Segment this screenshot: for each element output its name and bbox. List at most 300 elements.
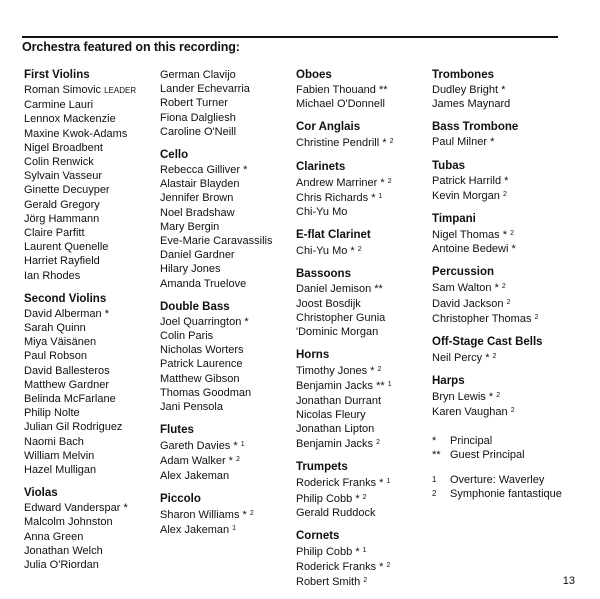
member-row: [296, 544, 393, 559]
member-name: Alastair Blayden: [160, 178, 240, 191]
member-name: Philip Cobb: [296, 492, 353, 505]
member-name: Paul Robson: [24, 350, 87, 363]
section: [296, 68, 393, 111]
work-footnote: 2: [502, 190, 507, 198]
member-row: [24, 240, 136, 254]
principal-mark: *: [243, 164, 248, 177]
work-footnote: 2: [387, 177, 392, 185]
member-row: [24, 420, 136, 434]
section-title: E-flat Clarinet: [296, 229, 371, 242]
member-row: [160, 220, 272, 234]
member-name: Robert Turner: [160, 97, 228, 110]
member-name: Hilary Jones: [160, 263, 221, 276]
work-footnote: 2: [376, 439, 381, 447]
member-name: Sarah Quinn: [24, 322, 86, 335]
member-row: [24, 435, 136, 449]
column-1: [24, 68, 136, 581]
principal-mark: *: [123, 502, 128, 515]
work-footnote: 2: [389, 138, 394, 146]
section-title: Double Bass: [160, 300, 230, 313]
member-name: Daniel Gardner: [160, 249, 235, 262]
member-name: Nigel Broadbent: [24, 141, 103, 154]
member-name: Paul Milner: [432, 136, 488, 149]
member-row: [296, 506, 393, 520]
member-row: [160, 125, 272, 139]
member-name: Jonathan Welch: [24, 544, 103, 557]
principal-mark: *: [350, 245, 355, 258]
member-row: [432, 311, 543, 326]
member-row: [432, 174, 543, 188]
member-name: Christopher Gunia: [296, 311, 386, 324]
member-row: [432, 350, 543, 365]
member-row: [24, 349, 136, 363]
member-name: Kevin Morgan: [432, 189, 500, 202]
principal-mark: *: [382, 137, 387, 150]
member-name: Michael O'Donnell: [296, 98, 385, 111]
member-row: [160, 163, 272, 177]
legend-symbol: **: [432, 449, 441, 462]
member-name: 'Dominic Morgan: [296, 326, 379, 339]
member-name: Jörg Hammann: [24, 212, 100, 225]
section: [296, 120, 393, 150]
member-row: [432, 389, 543, 404]
member-row: [160, 469, 272, 483]
member-row: [432, 296, 543, 311]
member-row: [160, 507, 272, 522]
section: [296, 160, 393, 220]
principal-mark: *: [380, 176, 385, 189]
member-row: [160, 262, 272, 276]
section-title: Bassoons: [296, 268, 351, 281]
member-row: [296, 394, 393, 408]
member-name: Harriet Rayfield: [24, 255, 100, 268]
member-name: Nigel Thomas: [432, 229, 500, 242]
member-name: Hazel Mulligan: [24, 464, 97, 477]
legend-symbol: 2: [432, 489, 437, 499]
principal-mark: *: [379, 477, 384, 490]
section: [296, 529, 393, 590]
work-footnote: 1: [378, 192, 383, 200]
work-footnote: 2: [534, 313, 539, 321]
member-name: Amanda Truelove: [160, 277, 247, 290]
member-name: Miya Väisänen: [24, 336, 97, 349]
principal-mark: *: [490, 136, 495, 149]
member-name: Sylvain Vasseur: [24, 170, 103, 183]
member-name: Ginette Decuyper: [24, 184, 110, 197]
principal-mark: *: [511, 243, 516, 256]
work-footnote: 2: [506, 298, 511, 306]
member-row: [24, 169, 136, 183]
member-row: [24, 127, 136, 141]
member-name: Nicholas Worters: [160, 344, 244, 357]
member-row: [24, 226, 136, 240]
member-name: Eve-Marie Caravassilis: [160, 235, 273, 248]
work-footnote: 2: [363, 577, 368, 585]
principal-mark: *: [501, 84, 506, 96]
member-name: Nicolas Fleury: [296, 408, 366, 421]
member-name: Carmine Lauri: [24, 99, 94, 112]
member-row: [160, 191, 272, 205]
section: [160, 148, 272, 291]
member-row: [24, 406, 136, 420]
member-name: Alex Jakeman: [160, 469, 230, 482]
member-row: [160, 400, 272, 414]
work-footnote: 2: [357, 246, 362, 254]
member-name: Benjamin Jacks: [296, 380, 374, 393]
member-row: [296, 378, 393, 393]
member-name: Christine Pendrill: [296, 137, 380, 150]
member-name: Edward Vanderspar: [24, 502, 121, 515]
member-name: Patrick Laurence: [160, 358, 243, 371]
member-name: Antoine Bedewi: [432, 243, 509, 256]
member-name: Sharon Williams: [160, 508, 240, 521]
work-footnote: 1: [387, 381, 392, 389]
section: [24, 68, 136, 283]
member-name: Laurent Quenelle: [24, 241, 109, 254]
member-name: Chris Richards: [296, 191, 369, 204]
member-name: Philip Nolte: [24, 407, 80, 420]
member-row: [160, 386, 272, 400]
member-row: [296, 408, 393, 422]
section-title: Percussion: [432, 266, 494, 279]
principal-mark: *: [371, 191, 376, 204]
member-name: Julian Gil Rodriguez: [24, 421, 123, 434]
member-name: Matthew Gibson: [160, 372, 240, 385]
member-name: Neil Percy: [432, 352, 483, 365]
leader-note: LEADER: [104, 86, 137, 95]
section-title: Cor Anglais: [296, 121, 361, 134]
member-row: [296, 363, 393, 378]
work-footnote: 2: [377, 366, 382, 374]
legend-row: [432, 448, 525, 462]
member-row: [24, 321, 136, 335]
member-name: Roman Simovic: [24, 84, 102, 96]
member-name: Patrick Harrild: [432, 174, 502, 187]
member-row: [296, 491, 393, 506]
member-name: William Melvin: [24, 449, 95, 462]
member-name: Gerald Gregory: [24, 198, 100, 211]
member-row: [296, 297, 393, 311]
work-footnote: 2: [386, 562, 391, 570]
work-footnote: 2: [492, 353, 497, 361]
section: [432, 374, 543, 419]
member-row: [296, 243, 393, 258]
member-row: [160, 343, 272, 357]
section-title: Piccolo: [160, 492, 201, 505]
page-heading: Orchestra featured on this recording:: [22, 36, 558, 54]
member-row: [160, 357, 272, 371]
principal-mark: *: [244, 315, 249, 328]
legend-meaning: Symphonie fantastique: [450, 488, 562, 501]
section: [160, 492, 272, 537]
member-name: Julia O'Riordan: [24, 559, 99, 572]
member-row: [24, 98, 136, 112]
member-name: Dudley Bright: [432, 84, 499, 96]
member-row: [24, 307, 136, 321]
member-name: David Alberman: [24, 307, 102, 320]
member-name: Colin Renwick: [24, 156, 94, 169]
member-row: [24, 364, 136, 378]
member-name: Joel Quarrington: [160, 315, 242, 328]
member-name: Fabien Thouand: [296, 84, 376, 96]
member-row: [24, 198, 136, 212]
work-footnote: 1: [386, 478, 391, 486]
work-footnote: 1: [240, 441, 245, 449]
principal-mark: *: [233, 440, 238, 453]
member-name: David Ballesteros: [24, 364, 110, 377]
principal-mark: **: [374, 283, 383, 296]
section-title: Cornets: [296, 530, 340, 543]
principal-mark: *: [355, 492, 360, 505]
section-title: Trumpets: [296, 461, 348, 474]
member-row: [296, 559, 393, 574]
member-name: Christopher Thomas: [432, 312, 532, 325]
section-title: Harps: [432, 375, 465, 388]
work-footnote: 2: [496, 392, 501, 400]
member-row: [296, 325, 393, 339]
member-row: [24, 112, 136, 126]
member-row: [160, 438, 272, 453]
member-row: [24, 212, 136, 226]
member-row: [24, 269, 136, 283]
member-name: Jonathan Lipton: [296, 423, 375, 436]
member-name: Alex Jakeman: [160, 524, 230, 537]
member-row: [432, 242, 543, 256]
section-title: Timpani: [432, 213, 476, 226]
section: [432, 212, 543, 256]
work-footnote: 2: [510, 230, 514, 238]
member-name: Fiona Dalgliesh: [160, 111, 236, 124]
section-title: Violas: [24, 487, 58, 500]
member-row: [24, 83, 136, 98]
section-title: Bass Trombone: [432, 121, 519, 134]
section: [160, 423, 272, 483]
section: [432, 265, 543, 326]
principal-mark: *: [355, 546, 360, 559]
member-name: Belinda McFarlane: [24, 393, 116, 406]
legend-meaning: Principal: [450, 435, 493, 447]
member-row: [432, 188, 543, 203]
member-name: Caroline O'Neill: [160, 125, 237, 138]
member-row: [296, 83, 393, 97]
legend-row: [432, 473, 562, 487]
page-number: 13: [562, 575, 575, 587]
member-name: Robert Smith: [296, 576, 361, 589]
member-row: [296, 574, 393, 589]
member-row: [160, 82, 272, 96]
member-name: German Clavijo: [160, 69, 236, 81]
member-row: [160, 277, 272, 291]
legend-meaning: Guest Principal: [450, 449, 525, 462]
work-footnote: 2: [249, 509, 254, 517]
member-row: [432, 135, 543, 149]
member-row: [24, 515, 136, 529]
member-row: [432, 97, 543, 111]
section-title: Trombones: [432, 69, 494, 81]
member-name: Benjamin Jacks: [296, 438, 374, 451]
member-row: [296, 475, 393, 490]
legend-marks: [432, 434, 525, 462]
legend-works: [432, 473, 562, 501]
member-row: [160, 372, 272, 386]
member-row: [160, 522, 272, 537]
member-row: [432, 83, 543, 97]
member-row: [24, 141, 136, 155]
section-continued: [160, 68, 272, 139]
column-4: [432, 68, 543, 429]
member-name: Roderick Franks: [296, 477, 377, 490]
member-name: James Maynard: [432, 98, 511, 111]
member-row: [24, 558, 136, 572]
member-row: [296, 190, 393, 205]
member-row: [24, 544, 136, 558]
member-name: Karen Vaughan: [432, 406, 508, 419]
section: [432, 335, 543, 365]
member-row: [296, 422, 393, 436]
member-row: [160, 453, 272, 468]
member-name: Gerald Ruddock: [296, 506, 376, 519]
principal-mark: *: [485, 352, 490, 365]
principal-mark: *: [379, 561, 384, 574]
member-name: Colin Paris: [160, 330, 214, 343]
member-row: [160, 96, 272, 110]
member-row: [160, 206, 272, 220]
principal-mark: *: [242, 508, 247, 521]
member-row: [24, 335, 136, 349]
section: [24, 292, 136, 477]
member-row: [160, 234, 272, 248]
section-title: Clarinets: [296, 160, 346, 173]
member-row: [296, 135, 393, 150]
member-row: [24, 392, 136, 406]
member-name: Thomas Goodman: [160, 386, 252, 399]
section: [432, 159, 543, 203]
member-name: Matthew Gardner: [24, 378, 109, 391]
section: [432, 68, 543, 111]
section: [160, 300, 272, 414]
member-row: [24, 378, 136, 392]
member-name: Andrew Marriner: [296, 176, 378, 189]
member-name: Gareth Davies: [160, 440, 231, 453]
work-footnote: 2: [236, 456, 240, 464]
member-name: Bryn Lewis: [432, 391, 486, 404]
legend-symbol: *: [432, 435, 437, 447]
principal-mark: *: [228, 455, 233, 468]
member-name: Chi-Yu Mo: [296, 245, 348, 258]
member-row: [296, 311, 393, 325]
section-title: Cello: [160, 149, 189, 162]
section-title: Horns: [296, 349, 330, 362]
principal-mark: *: [104, 307, 109, 320]
member-name: Ian Rhodes: [24, 269, 81, 282]
member-name: Rebecca Gilliver: [160, 164, 241, 177]
work-footnote: 2: [362, 493, 367, 501]
section-title: Tubas: [432, 159, 466, 172]
section-title: First Violins: [24, 69, 90, 81]
member-name: Mary Bergin: [160, 220, 220, 233]
work-footnote: 2: [501, 283, 506, 291]
member-name: David Jackson: [432, 297, 504, 310]
member-name: Maxine Kwok-Adams: [24, 127, 128, 140]
member-row: [24, 501, 136, 515]
member-name: Claire Parfitt: [24, 227, 85, 240]
member-row: [160, 248, 272, 262]
member-row: [296, 436, 393, 451]
member-row: [160, 177, 272, 191]
legend-meaning: Overture: Waverley: [450, 474, 545, 486]
legend-symbol: 1: [432, 475, 437, 484]
member-name: Sam Walton: [432, 282, 492, 295]
member-name: Daniel Jemison: [296, 283, 372, 296]
principal-mark: *: [502, 229, 508, 242]
section-title: Off-Stage Cast Bells: [432, 336, 543, 349]
section-title: Second Violins: [24, 292, 107, 305]
member-name: Philip Cobb: [296, 546, 353, 559]
principal-mark: *: [494, 282, 499, 295]
member-name: Malcolm Johnston: [24, 516, 113, 529]
member-row: [432, 280, 543, 295]
section: [296, 267, 393, 339]
member-row: [296, 97, 393, 111]
member-row: [296, 175, 393, 190]
member-name: Timothy Jones: [296, 365, 368, 378]
member-name: Anna Green: [24, 530, 84, 543]
member-row: [432, 227, 543, 242]
section: [296, 228, 393, 258]
member-row: [24, 155, 136, 169]
member-row: [296, 205, 393, 219]
principal-mark: **: [376, 380, 385, 393]
member-row: [24, 530, 136, 544]
member-row: [160, 315, 272, 329]
member-name: Naomi Bach: [24, 435, 84, 448]
member-name: Jennifer Brown: [160, 192, 234, 205]
member-row: [24, 463, 136, 477]
section: [432, 120, 543, 149]
member-name: Lander Echevarria: [160, 83, 250, 96]
member-row: [160, 329, 272, 343]
member-row: [24, 254, 136, 268]
section: [296, 348, 393, 451]
principal-mark: **: [378, 84, 388, 96]
section-title: Flutes: [160, 424, 194, 437]
member-name: Jonathan Durrant: [296, 394, 381, 407]
member-name: Joost Bosdijk: [296, 297, 361, 310]
member-name: Roderick Franks: [296, 561, 377, 574]
work-footnote: 2: [510, 407, 515, 415]
column-2: [160, 68, 272, 546]
member-row: [160, 111, 272, 125]
member-row: [24, 449, 136, 463]
member-name: Chi-Yu Mo: [296, 206, 348, 219]
work-footnote: 1: [362, 547, 367, 555]
section: [24, 486, 136, 572]
member-name: Jani Pensola: [160, 401, 223, 414]
member-row: [24, 183, 136, 197]
section: [296, 460, 393, 520]
principal-mark: *: [370, 365, 375, 378]
work-footnote: 1: [232, 525, 237, 533]
member-name: Lennox Mackenzie: [24, 113, 116, 126]
legend-row: [432, 487, 562, 501]
principal-mark: *: [488, 391, 494, 404]
section-title: Oboes: [296, 69, 332, 81]
principal-mark: *: [504, 174, 509, 187]
member-name: Adam Walker: [160, 455, 226, 468]
member-name: Noel Bradshaw: [160, 206, 235, 219]
column-3: [296, 68, 393, 599]
legend-row: [432, 434, 525, 448]
